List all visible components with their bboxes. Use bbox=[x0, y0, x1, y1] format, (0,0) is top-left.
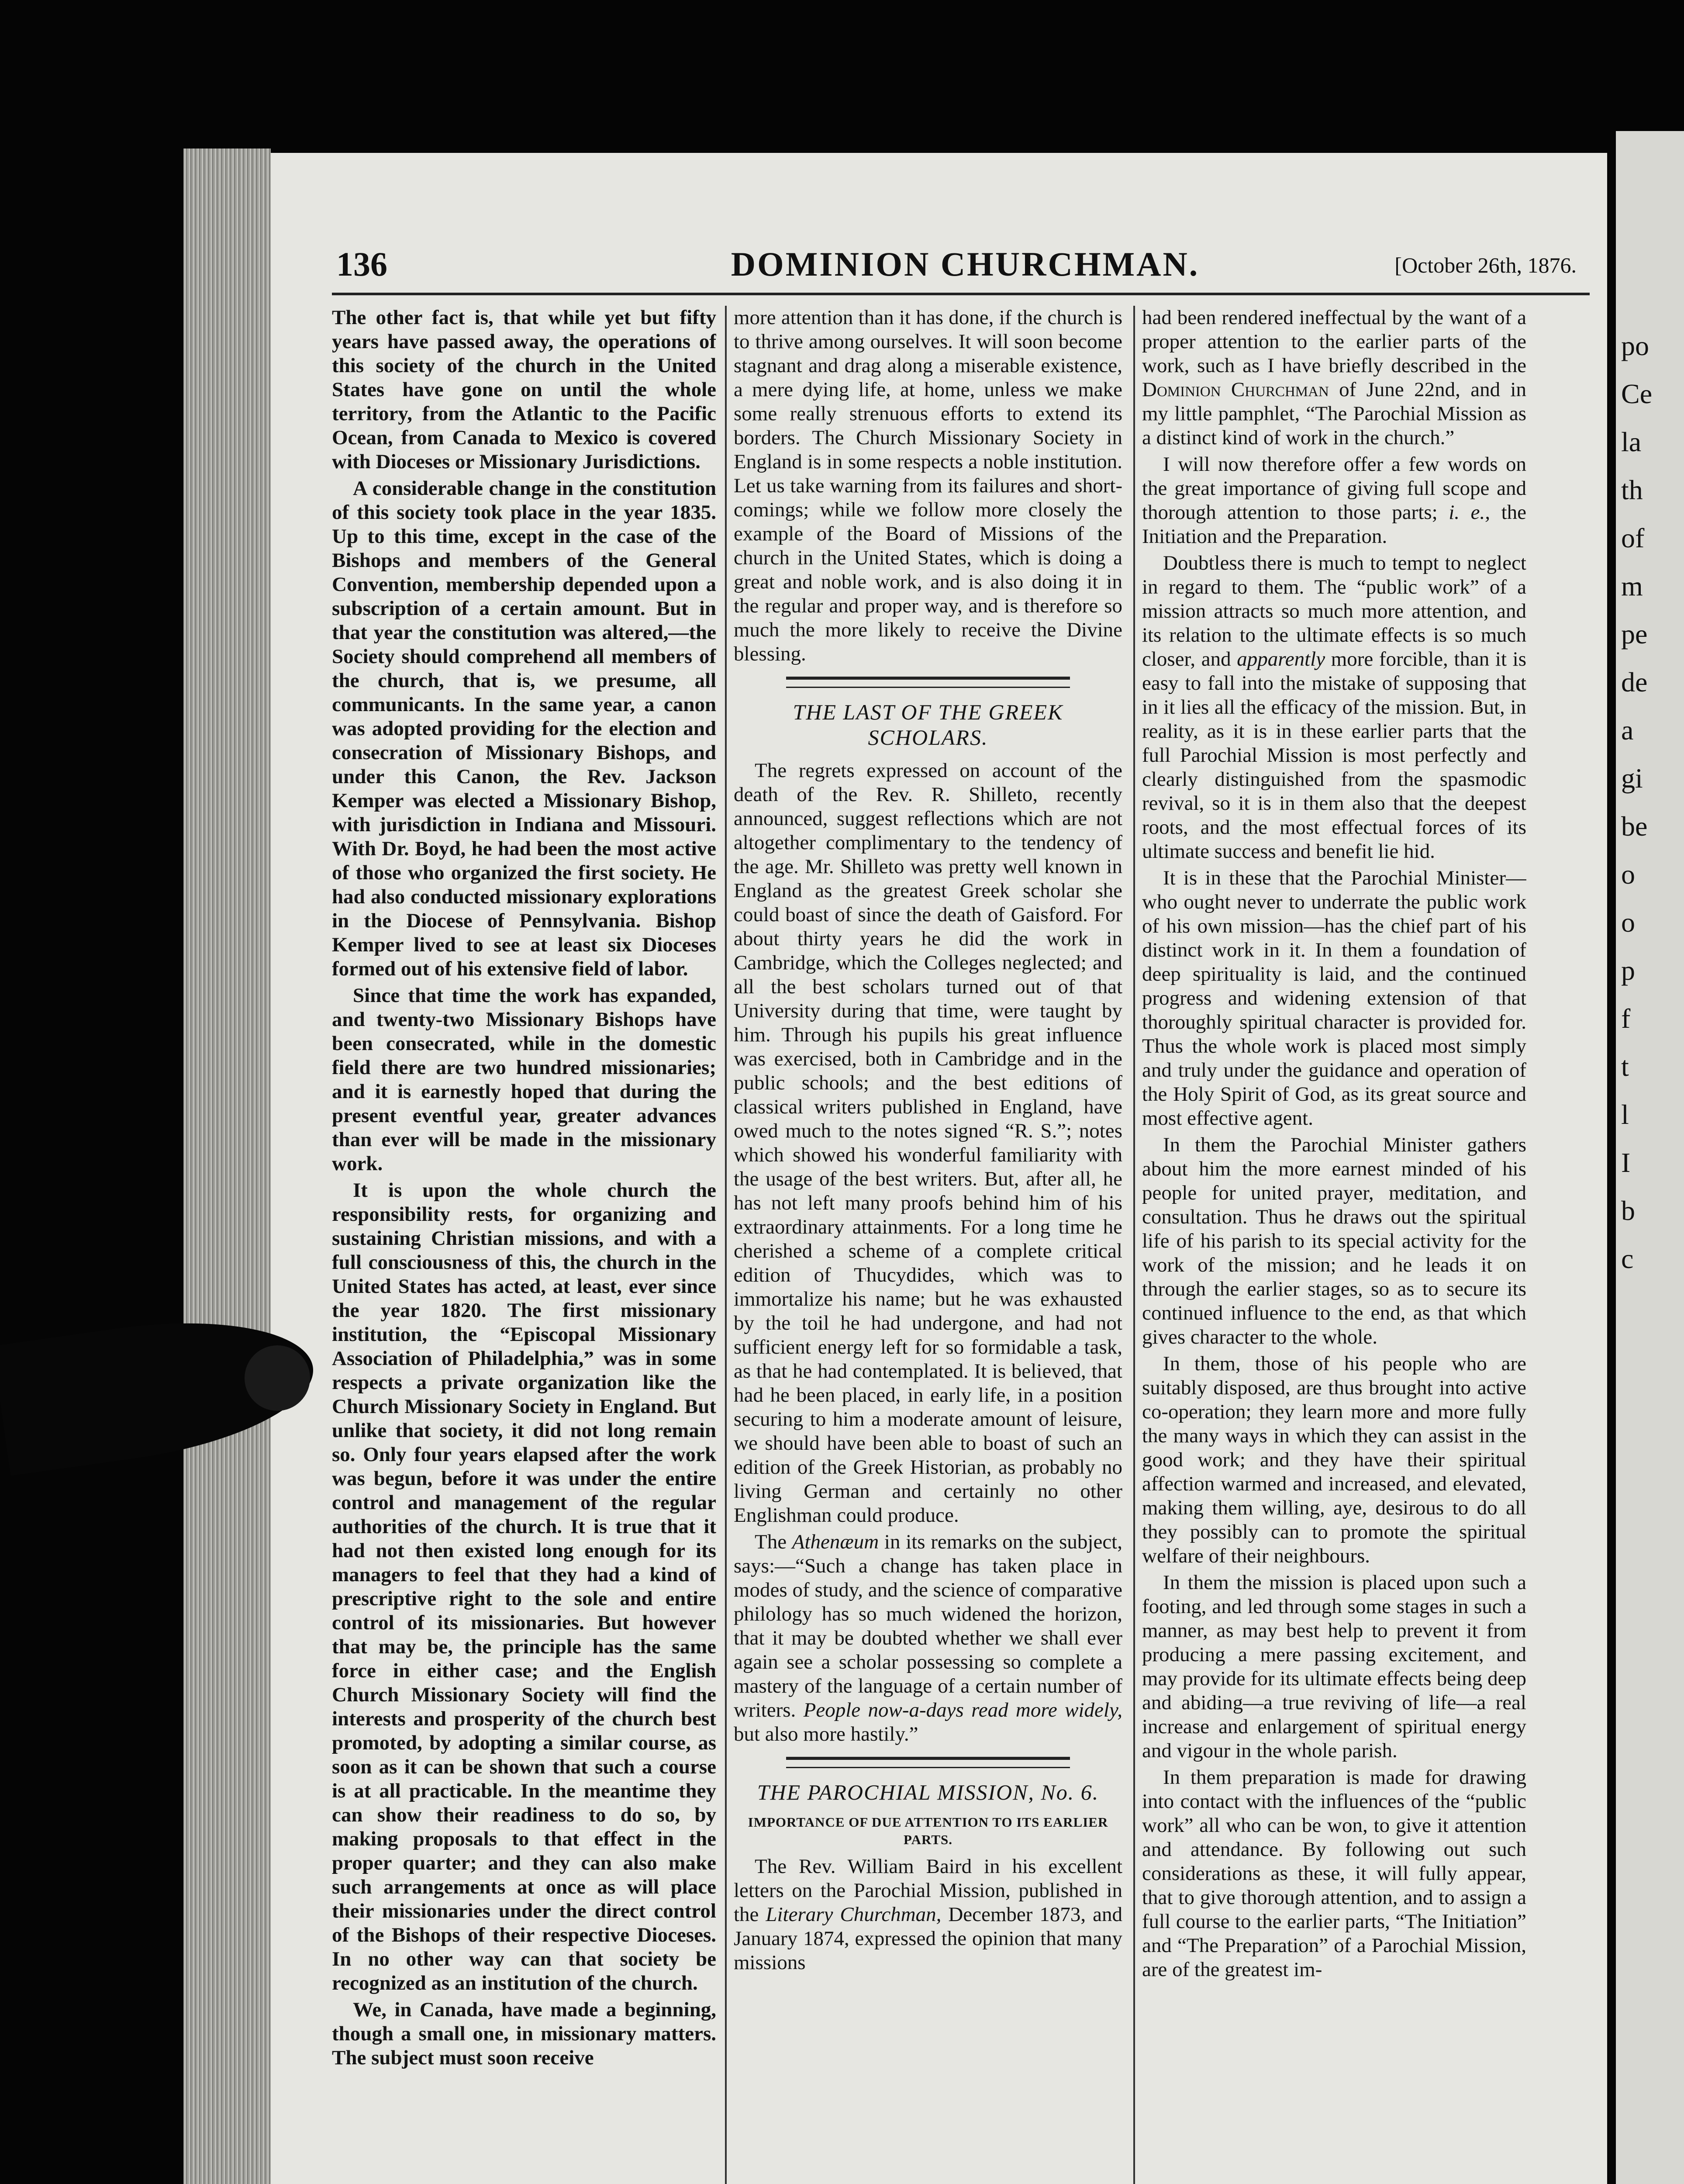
paragraph bbox=[734, 1530, 1122, 1746]
paragraph: In them, those of his people who are suitably disposed, are thus brought into active co-operation; they learn more and more fully the many ways in which they can assist in the good work; and they have their spiritual affection warmed and increased, and elevated, making them willing, aye, desirous to do all they possibly can to promote the spiritual welfare of their neighbours. bbox=[1142, 1352, 1526, 1567]
article-title: THE PAROCHIAL MISSION, No. 6. bbox=[757, 1780, 1099, 1804]
paragraph: more attention than it has done, if the church is to thrive among ourselves. It will soon become stagnant and drag along a miserable existence, a mere dying life, at home, unless we make some really strenuous efforts to extend its borders. The Church Missionary Society in England is in some respects a noble institution. Let us take warning from its failures and short-comings; while we follow more closely the example of the Board of Missions of the church in the United States, which is doing a great and noble work, and is also doing it in the regular and proper way, and is therefore so much the more likely to receive the Divine blessing. bbox=[734, 306, 1122, 665]
adjacent-page-text-fragment: m bbox=[1621, 570, 1643, 601]
section-rule bbox=[786, 1757, 1070, 1768]
page-holder-tip bbox=[245, 1345, 310, 1411]
paragraph bbox=[1142, 453, 1526, 549]
adjacent-page-text-fragment: c bbox=[1621, 1243, 1634, 1274]
text-run: Doubtless there is much to tempt to neglect in regard to them. The “public work” of a mission attracts so much more attention, and its relation to the ultimate effects is so much closer, and bbox=[1142, 552, 1526, 670]
adjacent-page-text-fragment: pe bbox=[1621, 619, 1648, 650]
page-header bbox=[336, 245, 1594, 293]
paragraph: We, in Canada, have made a beginning, though a small one, in missionary matters. The subject must soon receive bbox=[332, 1998, 716, 2069]
adjacent-page-text-fragment: gi bbox=[1621, 763, 1643, 794]
text-run: in its remarks on the subject, says:—“Such a change has taken place in modes of study, and the science of comparative philology has so much widened the horizon, that it may be doubted whether we shall ever again see a scholar possessing so complete a mastery of the language of a certain number of writers. bbox=[734, 1531, 1122, 1721]
text-run: The Rev. William Baird in his excellent letters on the Parochial Mission, published in the bbox=[734, 1855, 1122, 1926]
paragraph: It is in these that the Parochial Minister—who ought never to underrate the public work of his own mission—has the chief part of his distinct work in it. In them a foundation of deep spirituality is laid, and the continued progress and widening extension of that thoroughly spiritual character is provided for. Thus the whole work is placed most simply and truly under the guidance and operation of the Holy Spirit of God, as its great source and most effective agent. bbox=[1142, 867, 1526, 1130]
paragraph: A considerable change in the constitution of this society took place in the year 1835. Up to this time, except in the case of the Bishops and members of the General Convention, membership depended upon a subscription of a certain amount. But in that year the constitution was altered,—the Society should comprehend all members of the church, that is, we presume, all communicants. In the same year, a canon was adopted providing for the election and consecration of Missionary Bishops, and under this Canon, the Rev. Jackson Kemper was elected a Missionary Bishop, with jurisdiction in Indiana and Missouri. With Dr. Boyd, he had been the most active of those who organized the first society. He had also conducted missionary explorations in the Diocese of Pennsylvania. Bishop Kemper lived to see at least six Dioceses formed out of his extensive field of labor. bbox=[332, 477, 716, 980]
text-run: more forcible, than it is easy to fall into the mistake of supposing that in it lies all the efficacy of the mission. But, in reality, as it is in these earlier parts that the full Parochial Mission is most perfectly and clearly distinguished from the spasmodic revival, so it is in them also that the deepest roots, and the most effectual forces of its ultimate success and benefit lie hid. bbox=[1142, 648, 1526, 863]
text-run: I will now therefore offer a few words on the great importance of giving full scope and thorough attention to those parts; bbox=[1142, 453, 1526, 524]
publication-name: Dominion Churchman bbox=[1142, 378, 1329, 401]
paragraph: In them the mission is placed upon such a footing, and led through some stages in such a manner, as may best help to prevent it from producing a mere passing excitement, and may provide for its ultimate effects being deep and abiding—a true reviving of life—a real increase and enlargement of spiritual energy and vigour in the whole parish. bbox=[1142, 1571, 1526, 1762]
paragraph: In them preparation is made for drawing into contact with the influences of the “public work” all who can be won, to give it attention and attendance. By following out such considerations as these, it will fully appear, that to give thorough attention, and to assign a full course to the earlier parts, “The Initiation” and “The Preparation” of a Parochial Mission, are of the greatest im- bbox=[1142, 1766, 1526, 1981]
adjacent-page-text-fragment: o bbox=[1621, 859, 1635, 890]
book-binding-shadow bbox=[0, 0, 183, 2184]
emphasis: i. e., bbox=[1449, 501, 1490, 524]
column-2 bbox=[734, 306, 1122, 2184]
adjacent-page-text-fragment: la bbox=[1621, 426, 1642, 457]
column-divider bbox=[1133, 306, 1135, 2184]
article-subtitle: IMPORTANCE OF DUE ATTENTION TO ITS EARLIER PARTS. bbox=[748, 1814, 1108, 1847]
adjacent-page-text-fragment: of bbox=[1621, 522, 1645, 553]
paragraph: Since that time the work has expanded, and twenty-two Missionary Bishops have been consecrated, while in the domestic field there are two hundred missionaries; and it is earnestly hoped that during the present eventful year, greater advances than ever will be made in the missionary work. bbox=[332, 984, 716, 1175]
page-number: 136 bbox=[336, 245, 387, 283]
adjacent-page-text-fragment: b bbox=[1621, 1195, 1635, 1226]
emphasis: People now-a-days read more widely, bbox=[803, 1699, 1122, 1721]
adjacent-page-text-fragment: o bbox=[1621, 907, 1635, 938]
paragraph bbox=[1142, 306, 1526, 450]
text-run: the Initiation and the Preparation. bbox=[1142, 501, 1526, 548]
paragraph: The other fact is, that while yet but fifty years have passed away, the operations of this society of the church in the United States have gone on until the whole territory, from the Atlantic to the Pacific Ocean, from Canada to Mexico is covered with Dioceses or Missionary Jurisdictions. bbox=[332, 306, 716, 473]
adjacent-page-text-fragment: I bbox=[1621, 1147, 1631, 1178]
adjacent-page-text-fragment: l bbox=[1621, 1099, 1629, 1130]
paragraph: The regrets expressed on account of the death of the Rev. R. Shilleto, recently announced, suggest reflections which are not altogether complimentary to the tendency of the age. Mr. Shilleto was pretty well known in England as the greatest Greek scholar she could boast of since the death of Gaisford. For about thirty years he did the work in Cambridge, which the Colleges neglected; and all the best scholars turned out of that University during that time, were taught by him. Through his pupils his great influence was exercised, both in Cambridge and in the public schools; and the best editions of classical writers published in England, have owed much to the notes signed “R. S.”; notes which showed his wonderful familiarity with the usage of the best writers. But, after all, he has not left many proofs behind him of his extraordinary attainments. For a long time he cherished a scheme of a complete critical edition of Thucydides, which was to immortalize his name; but he was exhausted by the toil he had undergone, and had not sufficient energy left for so formidable a task, as that he had contemplated. It is believed, that had he been placed, in early life, in a position securing to him a moderate amount of leisure, we should have been able to boast of such an edition of the Greek Historian, as probably no living German and certainly no other Englishman could produce. bbox=[734, 759, 1122, 1527]
text-run: The bbox=[755, 1531, 792, 1553]
column-divider bbox=[725, 306, 727, 2184]
adjacent-page-fragment bbox=[1616, 131, 1684, 2184]
newspaper-page bbox=[271, 153, 1607, 2184]
column-3 bbox=[1142, 306, 1526, 2184]
column-1 bbox=[332, 306, 716, 2184]
paragraph: In them the Parochial Minister gathers about him the more earnest minded of his people for united prayer, meditation, and consultation. Thus he draws out the spiritual life of his parish to its special activity for the work of the mission; and he leads it on through the earlier stages, so as to secure its continued influence to the end, as that which gives character to the whole. bbox=[1142, 1133, 1526, 1348]
header-rule bbox=[332, 293, 1590, 295]
adjacent-page-text-fragment: po bbox=[1621, 330, 1649, 361]
issue-date: [October 26th, 1876. bbox=[1394, 253, 1577, 277]
adjacent-page-text-fragment: th bbox=[1621, 474, 1643, 505]
paragraph bbox=[734, 1855, 1122, 1975]
text-run: December 1873, and January 1874, expressed the opinion that many missions bbox=[734, 1903, 1122, 1974]
text-run: had been rendered ineffectual by the want of a proper attention to the earlier parts of the work, such as I have briefly described in the bbox=[1142, 306, 1526, 377]
publication-name: Literary Churchman, bbox=[766, 1903, 942, 1926]
paragraph: It is upon the whole church the responsibility rests, for organizing and sustaining Christian missions, and with a full consciousness of this, the church in the United States has acted, at least, ever since the year 1820. The first missionary institution, the “Episcopal Missionary Association of Philadelphia,” was in some respects a private organization like the Church Missionary Society in England. But unlike that society, it did not long remain so. Only four years elapsed after the work was begun, before it was under the entire control and management of the regular authorities of the church. It is true that it had not then existed long enough for its managers to feel that they had a kind of prescriptive right to the sole and entire control of its missionaries. But however that may be, the principle has the same force in either case; and the English Church Missionary Society will find the interests and prosperity of the church best promoted, by adopting a similar course, as soon as it can be shown that such a course is at all practicable. In the meantime they can show their readiness to do so, by making proposals to that effect in the proper quarter; and they can also make such arrangements at once as will place their missionaries under the direct control of the Bishops of their respective Dioceses. In no other way can that society be recognized as an institution of the church. bbox=[332, 1179, 716, 1994]
article-title: THE LAST OF THE GREEK SCHOLARS. bbox=[793, 700, 1063, 750]
text-run: of June 22nd, and in my little pamphlet, “The Parochial Mission as a distinct kind of work in the church.” bbox=[1142, 378, 1526, 449]
publication-name: Athenæum bbox=[792, 1531, 879, 1553]
text-run: but also more hastily.” bbox=[734, 1723, 918, 1745]
masthead-title: DOMINION CHURCHMAN. bbox=[731, 245, 1200, 283]
adjacent-page-text-fragment: Ce bbox=[1621, 378, 1653, 409]
page-edges-stack bbox=[183, 149, 271, 2184]
adjacent-page-text-fragment: be bbox=[1621, 811, 1648, 842]
adjacent-page-text-fragment: t bbox=[1621, 1051, 1629, 1082]
adjacent-page-text-fragment: p bbox=[1621, 955, 1635, 986]
section-rule bbox=[786, 677, 1070, 688]
adjacent-page-text-fragment: de bbox=[1621, 667, 1648, 698]
emphasis: apparently bbox=[1237, 648, 1325, 670]
paragraph bbox=[1142, 551, 1526, 864]
adjacent-page-text-fragment: a bbox=[1621, 715, 1634, 746]
adjacent-page-text-fragment: f bbox=[1621, 1003, 1631, 1034]
